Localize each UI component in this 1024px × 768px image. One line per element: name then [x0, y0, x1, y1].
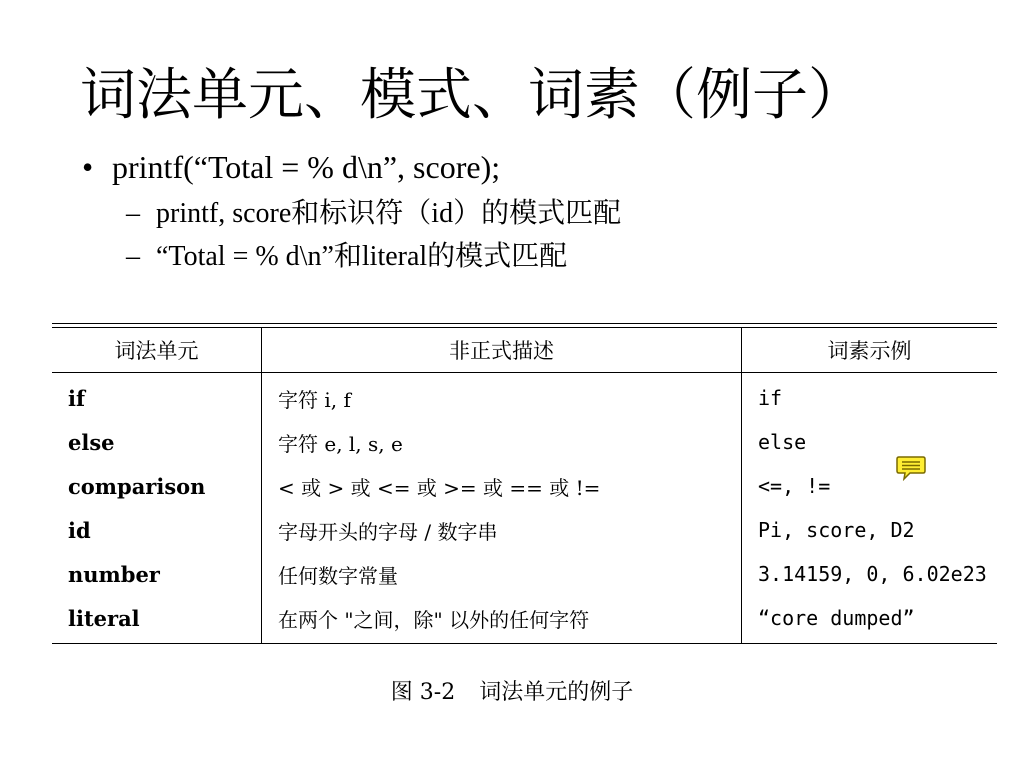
table-header-row — [52, 328, 997, 373]
header-lexemes: 词素示例 — [742, 328, 998, 373]
description-cell: < 或 > 或 <= 或 >= 或 == 或 != — [262, 464, 742, 508]
lexeme-cell: “core dumped” — [742, 596, 998, 643]
bullet-marker: • — [82, 149, 94, 185]
description-cell: 字符 e, l, s, e — [262, 420, 742, 464]
slide-title: 词法单元、模式、词素（例子） — [80, 63, 864, 128]
main-bullet — [82, 145, 500, 189]
sub-bullet-2 — [126, 238, 567, 276]
token-cell: id — [68, 517, 91, 543]
lexeme-cell: Pi, score, D2 — [742, 508, 998, 552]
comment-note-icon-svg — [896, 455, 926, 481]
table-row — [52, 596, 997, 643]
lexeme-cell: else — [742, 420, 998, 464]
lexeme-cell: if — [742, 373, 998, 421]
header-token: 词法单元 — [52, 328, 262, 373]
table-row — [52, 373, 997, 421]
main-bullet-text: printf(“Total = % d\n”, score); — [112, 149, 501, 185]
description-cell: 在两个 "之间，除" 以外的任何字符 — [262, 596, 742, 643]
token-cell: else — [68, 429, 115, 455]
sub-bullet-marker: – — [126, 198, 140, 229]
token-table — [52, 323, 997, 644]
description-cell: 字符 i, f — [262, 373, 742, 421]
token-cell: literal — [68, 605, 140, 631]
figure-caption — [0, 675, 1024, 706]
header-description: 非正式描述 — [262, 328, 742, 373]
sub-bullet-text: printf, score和标识符（id）的模式匹配 — [156, 198, 622, 229]
token-cell: number — [68, 561, 160, 587]
table-row — [52, 552, 997, 596]
table-bottom-rule — [52, 643, 997, 644]
token-cell: if — [68, 385, 86, 411]
lexeme-cell: 3.14159, 0, 6.02e23 — [742, 552, 998, 596]
sub-bullet-marker: – — [126, 241, 140, 272]
sub-bullet-1 — [126, 195, 621, 233]
description-cell: 字母开头的字母 / 数字串 — [262, 508, 742, 552]
comment-note-icon[interactable] — [896, 455, 926, 481]
table-row — [52, 464, 997, 508]
table-row — [52, 508, 997, 552]
table-row — [52, 420, 997, 464]
caption-text: 词法单元的例子 — [479, 680, 634, 705]
description-cell: 任何数字常量 — [262, 552, 742, 596]
sub-bullet-text: “Total = % d\n”和literal的模式匹配 — [156, 241, 568, 272]
lexeme-cell: <=, != — [742, 464, 998, 508]
caption-number: 图 3-2 — [390, 680, 456, 705]
token-cell: comparison — [68, 473, 206, 499]
